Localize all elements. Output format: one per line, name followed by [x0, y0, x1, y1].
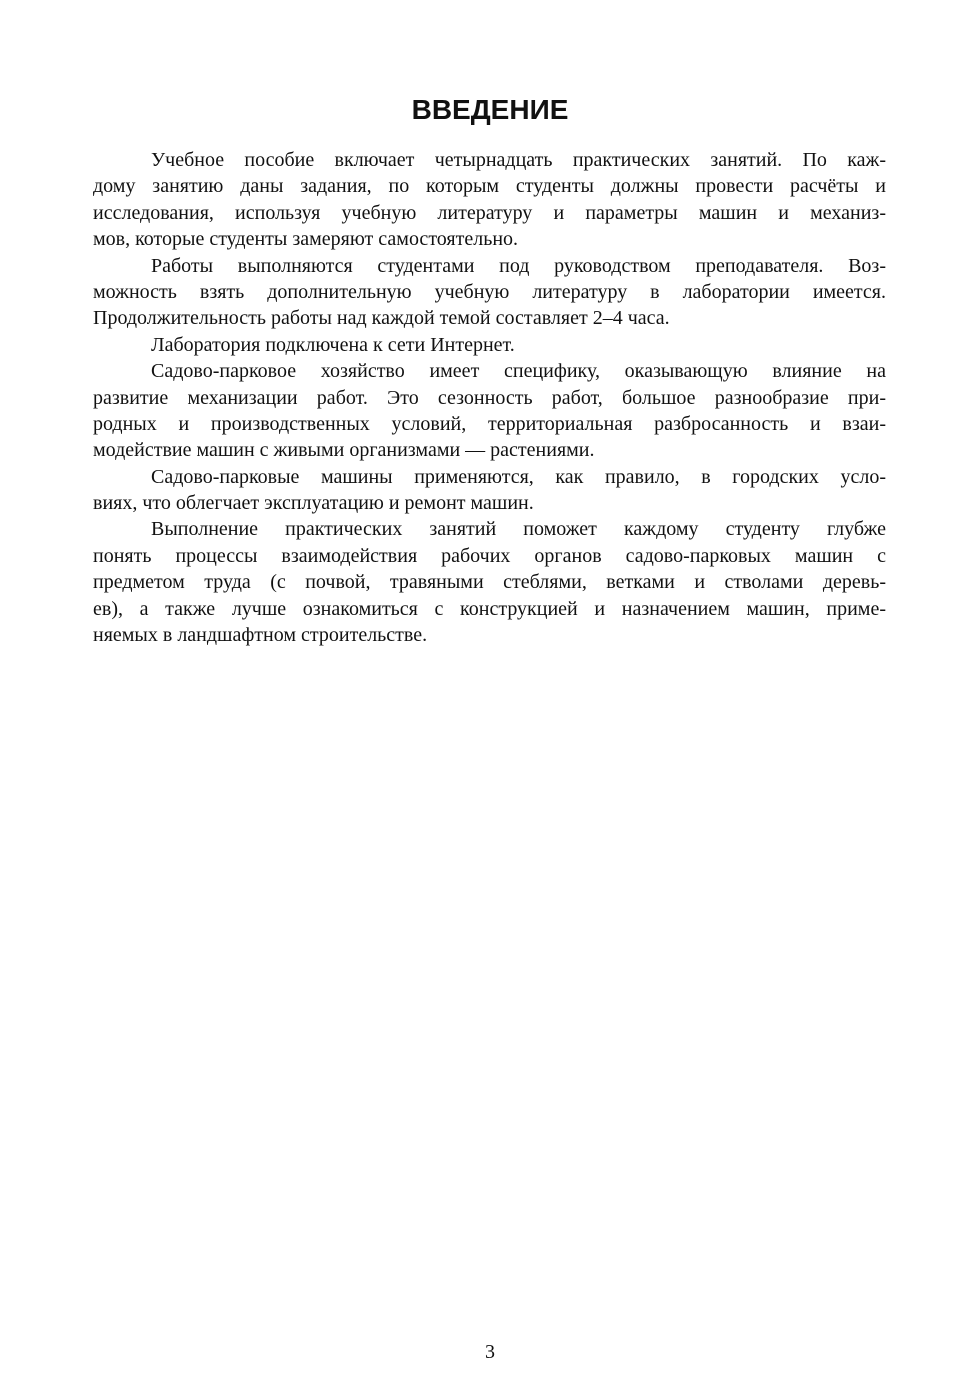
paragraph-3 [93, 332, 886, 358]
page-title: ВВЕДЕНИЕ [411, 94, 569, 125]
paragraph-line: Продолжительность работы над каждой темой составляет 2–4 часа. [93, 307, 670, 330]
paragraph-line: родных и производственных условий, территориальная разбросанность и взаи- [93, 412, 886, 435]
paragraph-line: дому занятию даны задания, по которым студенты должны провести расчёты и [93, 175, 886, 198]
paragraph-line: модействие машин с живыми организмами — растениями. [93, 439, 595, 462]
page-number: 3 [485, 1341, 495, 1363]
paragraph-1 [93, 147, 886, 253]
paragraph-6 [93, 516, 886, 648]
paragraph-line: мов, которые студенты замеряют самостоятельно. [93, 228, 519, 251]
paragraph-line: няемых в ландшафтном строительстве. [93, 624, 428, 647]
paragraph-line: исследования, используя учебную литературу и параметры машин и механиз- [93, 201, 886, 224]
paragraph-line: Работы выполняются студентами под руководством преподавателя. Воз- [151, 254, 886, 277]
paragraph-line: предметом труда (с почвой, травяными стеблями, ветками и стволами деревь- [93, 571, 886, 594]
paragraph-line: понять процессы взаимодействия рабочих органов садово-парковых машин с [93, 544, 886, 567]
paragraph-line: Садово-парковые машины применяются, как правило, в городских усло- [151, 465, 886, 488]
paragraph-line: Садово-парковое хозяйство имеет специфику, оказывающую влияние на [151, 360, 886, 383]
body-text [93, 147, 886, 648]
paragraph-line: Учебное пособие включает четырнадцать практических занятий. По каж- [151, 149, 886, 171]
paragraph-2 [93, 253, 886, 332]
paragraph-line: Лаборатория подключена к сети Интернет. [151, 333, 515, 356]
paragraph-4 [93, 358, 886, 464]
paragraph-line: можность взять дополнительную учебную литературу в лаборатории имеется. [93, 280, 886, 303]
paragraph-line: развитие механизации работ. Это сезонность работ, большое разнообразие при- [93, 386, 886, 409]
paragraph-line: Выполнение практических занятий поможет каждому студенту глубже [151, 518, 886, 541]
paragraph-line: виях, что облегчает эксплуатацию и ремонт машин. [93, 492, 534, 515]
paragraph-line: ев), а также лучше ознакомиться с конструкцией и назначением машин, приме- [93, 597, 886, 620]
paragraph-5 [93, 464, 886, 517]
